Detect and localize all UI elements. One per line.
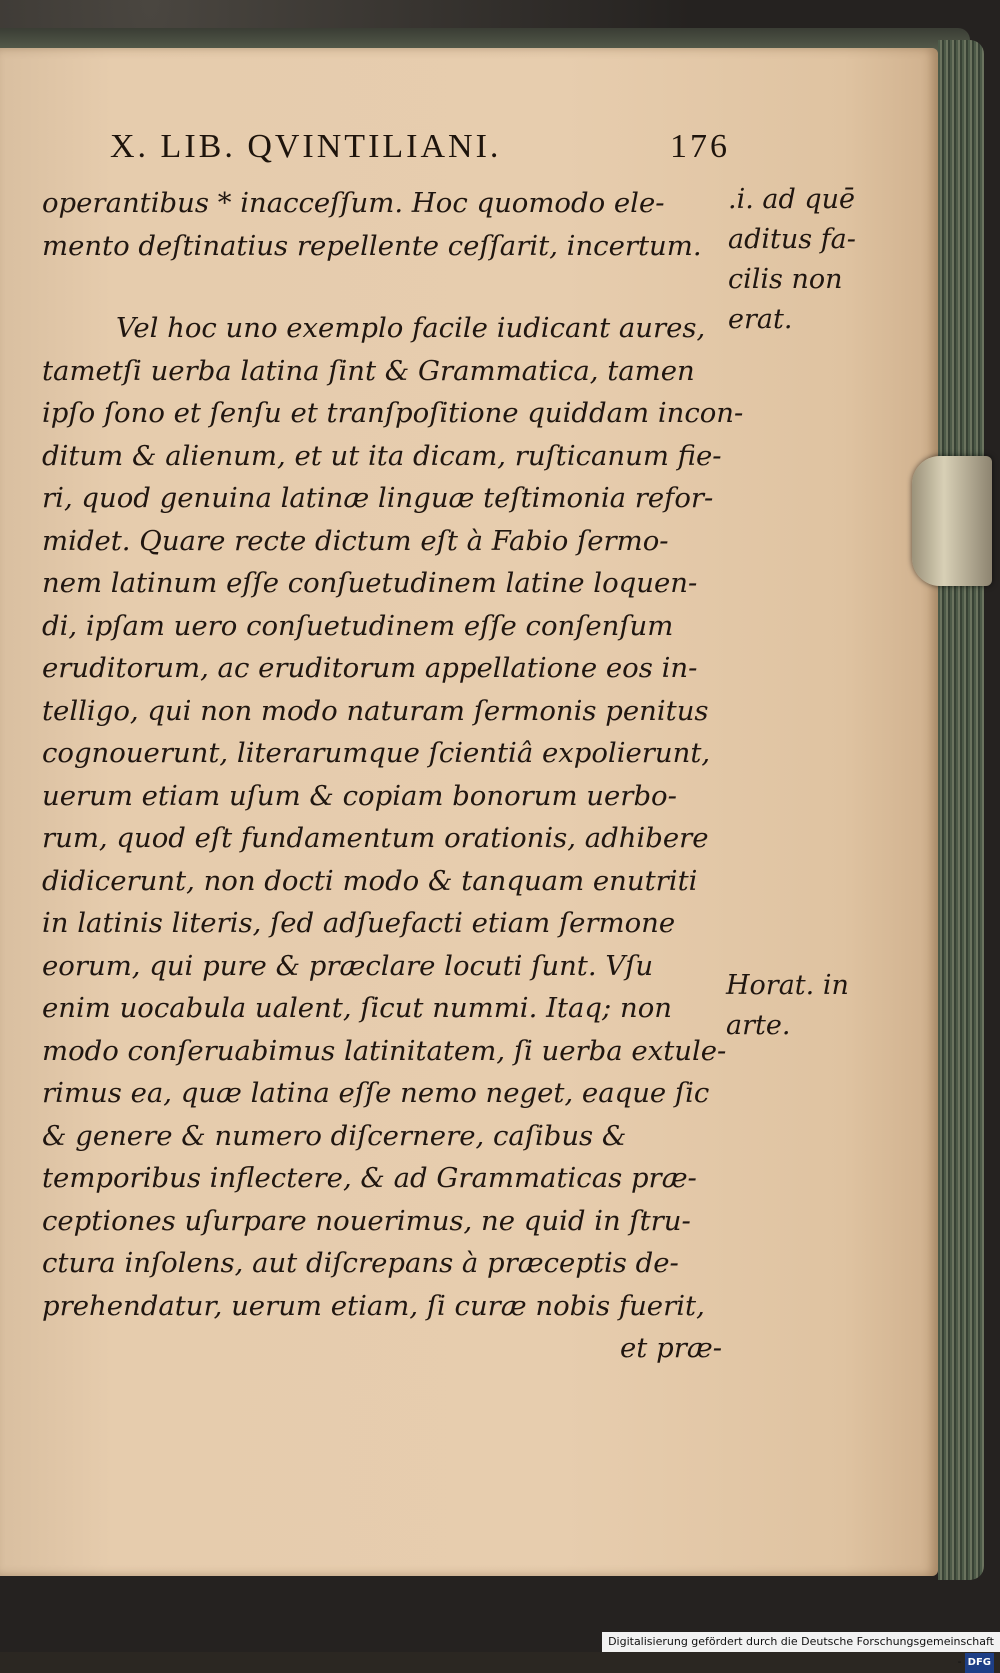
text-line: enim uocabula ualent, ſicut nummi. Itaq; non [42, 992, 672, 1024]
text-line: tametſi uerba latina ſint & Grammatica, tamen [42, 354, 695, 387]
credit-text: Digitalisierung gefördert durch die Deutsche Forschungsgemeinschaft - [608, 1635, 994, 1668]
text-line: nem latinum eſſe conſuetudinem latine loquen- [42, 567, 698, 599]
text-line: di, ipſam uero conſuetudinem eſſe conſenſum [42, 609, 674, 642]
book-clasp [912, 456, 992, 586]
text-line: cognouerunt, literarumque ſcientiâ expolierunt, [42, 737, 711, 769]
margin-note-line: erat. [728, 304, 793, 335]
text-line: Vel hoc uno exemplo facile iudicant aures, [116, 312, 706, 344]
text-line: ri, quod genuina latinæ linguæ teſtimonia refor- [42, 482, 714, 514]
text-line: & genere & numero diſcernere, caſibus & [42, 1119, 627, 1152]
paragraph-gap [42, 267, 722, 307]
text-line: uerum etiam uſum & copiam bonorum uerbo- [42, 779, 677, 812]
dfg-logo: DFG [965, 1653, 994, 1673]
book-fore-edge [938, 40, 984, 1580]
margin-note-line: arte. [726, 1010, 791, 1041]
text-line: midet. Quare recte dictum eſt à Fabio ſermo- [42, 524, 669, 557]
text-line: ctura inſolens, aut diſcrepans à præceptis de- [42, 1247, 679, 1279]
text-line: eorum, qui pure & præclare locuti ſunt. Vſu [42, 949, 654, 982]
body-text [42, 182, 744, 1370]
running-header [110, 128, 730, 166]
text-line: rum, quod eſt fundamentum orationis, adhibere [42, 822, 709, 854]
text-line: in latinis literis, ſed adſuefacti etiam ſermone [42, 907, 676, 939]
page-number: 176 [670, 128, 730, 165]
margin-note-line: aditus fa- [728, 224, 856, 255]
margin-note-line: Horat. in [726, 970, 849, 1001]
margin-note-reference [726, 966, 849, 1046]
text-line: telligo, qui non modo naturam ſermonis penitus [42, 694, 709, 727]
catchword: et præ- [620, 1332, 722, 1364]
text-line: eruditorum, ac eruditorum appellatione eos in- [42, 652, 698, 684]
text-line: ditum & alienum, et ut ita dicam, ruſticanum fie- [42, 439, 722, 472]
margin-note-line: .i. ad quē [728, 184, 855, 215]
text-line: rimus ea, quæ latina eſſe nemo neget, eaque ſic [42, 1077, 710, 1109]
margin-note-line: cilis non [728, 264, 843, 295]
text-line: operantibus * inacceſſum. Hoc quomodo ele- [42, 187, 665, 219]
text-line: prehendatur, uerum etiam, ſi curæ nobis fuerit, [42, 1289, 705, 1322]
digitization-credit [602, 1632, 1000, 1668]
text-line: didicerunt, non docti modo & tanquam enutriti [42, 864, 698, 897]
text-line: ceptiones uſurpare nouerimus, ne quid in ſtru- [42, 1204, 691, 1237]
text-line: temporibus inflectere, & ad Grammaticas præ- [42, 1162, 697, 1194]
margin-note-gloss [728, 180, 856, 340]
text-line: ipſo ſono et ſenſu et tranſpoſitione quiddam incon- [42, 397, 744, 429]
text-line: mento deſtinatius repellente ceſſarit, incertum. [42, 229, 702, 262]
text-line: modo conſeruabimus latinitatem, ſi uerba extule- [42, 1034, 727, 1067]
running-title: X. LIB. QVINTILIANI. [110, 128, 502, 165]
